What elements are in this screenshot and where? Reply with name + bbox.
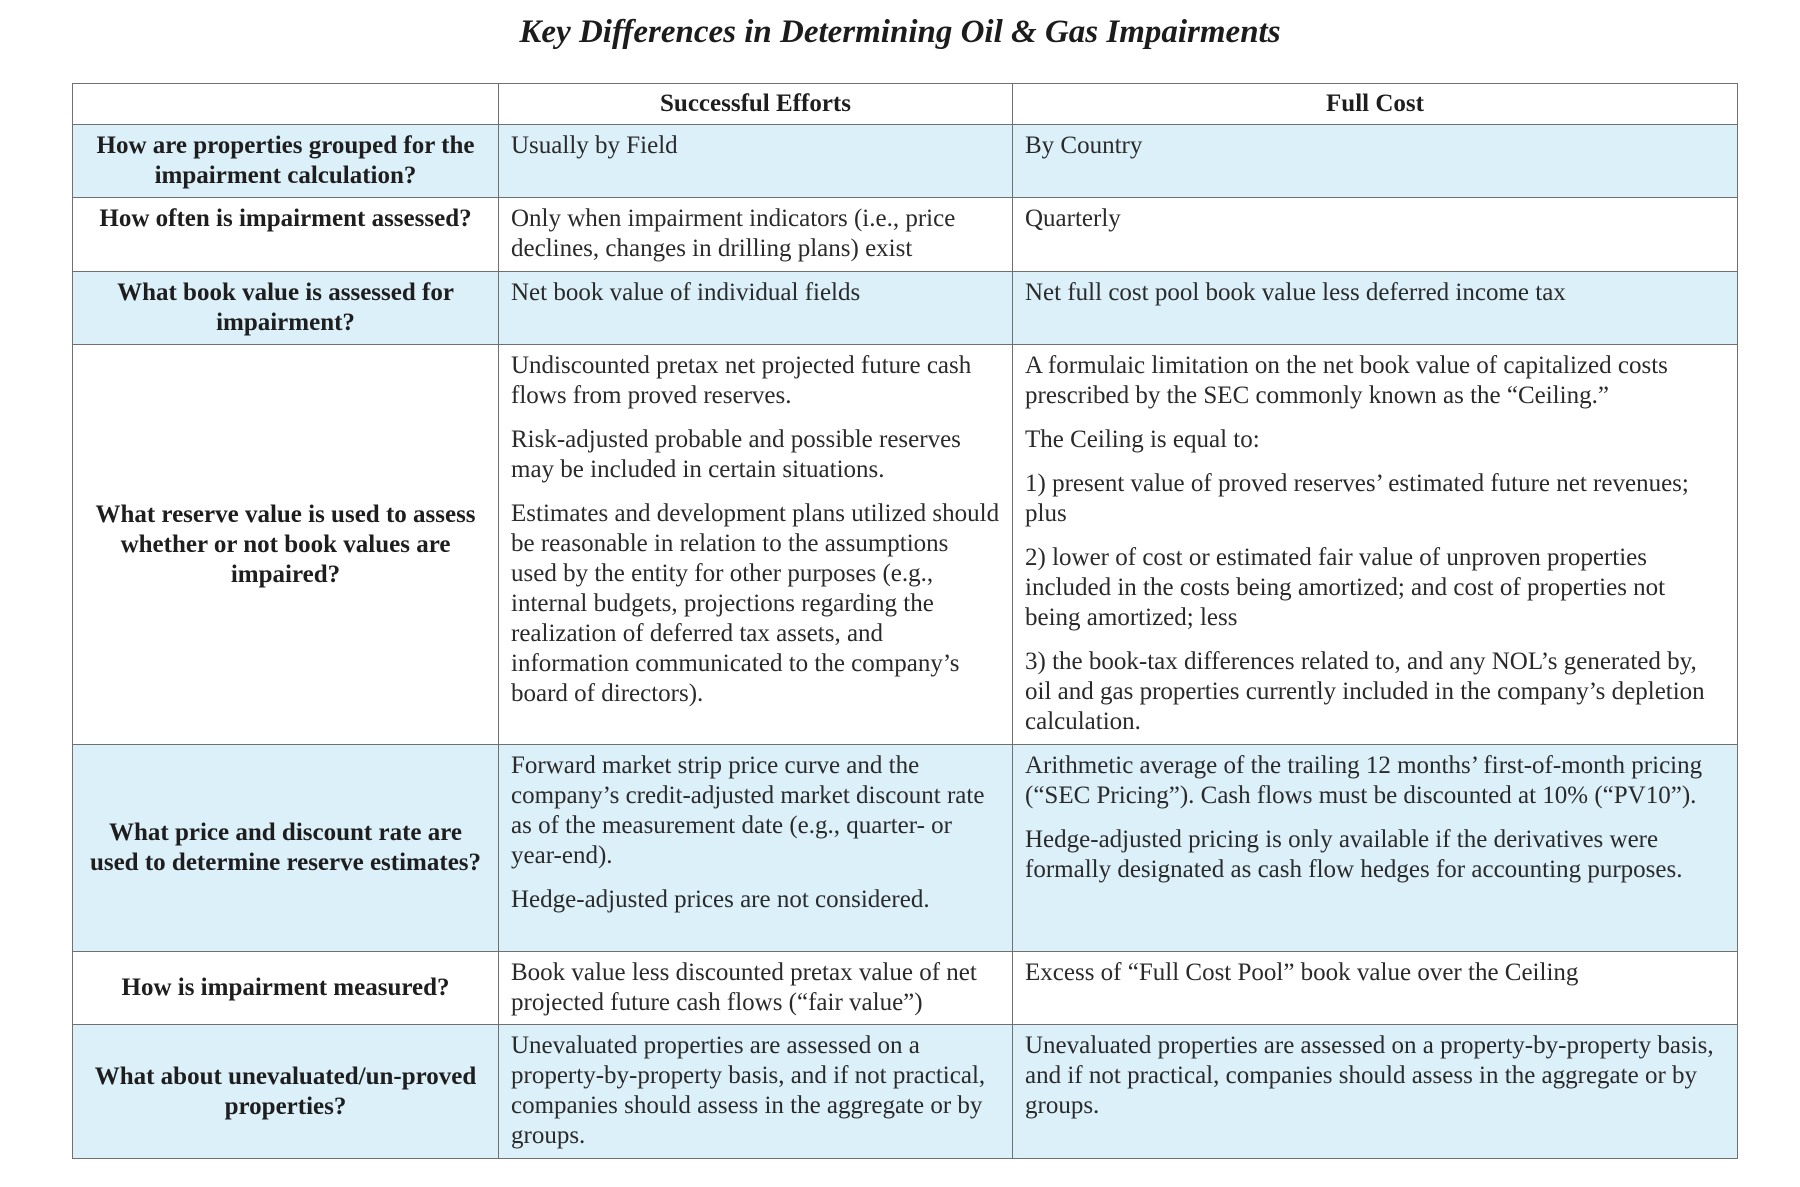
cell-paragraph: Forward market strip price curve and the company’s credit-adjusted market discount rate as of the measurement date (e.g., quarter- or year-end). <box>511 752 985 869</box>
full-cost-cell <box>1013 125 1738 198</box>
cell-paragraph: Usually by Field <box>511 132 678 159</box>
cell-paragraph: Hedge-adjusted pricing is only available if the derivatives were formally designated as cash flow hedges for accounting purposes. <box>1025 826 1683 883</box>
table-row <box>73 125 1738 198</box>
successful-efforts-cell <box>499 198 1013 272</box>
successful-efforts-cell <box>499 125 1013 198</box>
cell-paragraph: Net book value of individual fields <box>511 279 861 306</box>
successful-efforts-cell <box>499 745 1013 952</box>
cell-paragraph: Hedge-adjusted prices are not considered. <box>511 886 930 913</box>
full-cost-cell <box>1013 198 1738 272</box>
cell-paragraph: Only when impairment indicators (i.e., price declines, changes in drilling plans) exist <box>511 205 956 262</box>
row-question: What about unevaluated/un-proved properties? <box>73 1025 499 1159</box>
table-row <box>73 198 1738 272</box>
successful-efforts-cell <box>499 345 1013 745</box>
table-row <box>73 745 1738 952</box>
cell-paragraph: Unevaluated properties are assessed on a property-by-property basis, and if not practical, companies should assess in the aggregate or by groups. <box>511 1032 986 1149</box>
cell-paragraph: Estimates and development plans utilized should be reasonable in relation to the assumptions used by the entity for other purposes (e.g., internal budgets, projections regarding the realization of deferred tax assets, and information communicated to the company’s board of directors). <box>511 500 1000 707</box>
cell-paragraph: Net full cost pool book value less deferred income tax <box>1025 279 1566 306</box>
cell-paragraph: The Ceiling is equal to: <box>1025 426 1260 453</box>
table-row <box>73 952 1738 1025</box>
header-successful-efforts: Successful Efforts <box>499 84 1013 125</box>
full-cost-cell <box>1013 952 1738 1025</box>
row-question: How are properties grouped for the impairment calculation? <box>73 125 499 198</box>
full-cost-cell <box>1013 272 1738 345</box>
table-row <box>73 272 1738 345</box>
document-title: Key Differences in Determining Oil & Gas Impairments <box>519 14 1281 50</box>
row-question: What reserve value is used to assess whether or not book values are impaired? <box>73 345 499 745</box>
header-blank-cell <box>73 84 499 125</box>
successful-efforts-cell <box>499 952 1013 1025</box>
full-cost-cell <box>1013 1025 1738 1159</box>
cell-paragraph: Quarterly <box>1025 205 1121 232</box>
cell-paragraph: Arithmetic average of the trailing 12 months’ first-of-month pricing (“SEC Pricing”). Cash flows must be discounted at 10% (“PV10”). <box>1025 752 1703 809</box>
row-question: What price and discount rate are used to determine reserve estimates? <box>73 745 499 952</box>
cell-paragraph: 2) lower of cost or estimated fair value of unproven properties included in the costs being amortized; and cost of properties not being amortized; less <box>1025 544 1666 631</box>
row-question: How often is impairment assessed? <box>73 198 499 272</box>
header-full-cost: Full Cost <box>1013 84 1738 125</box>
comparison-table <box>72 83 1738 1159</box>
row-question: How is impairment measured? <box>73 952 499 1025</box>
table-header-row <box>73 84 1738 125</box>
table-row <box>73 345 1738 745</box>
cell-paragraph: A formulaic limitation on the net book value of capitalized costs prescribed by the SEC commonly known as the “Ceiling.” <box>1025 352 1668 409</box>
cell-paragraph: Book value less discounted pretax value of net projected future cash flows (“fair value”) <box>511 959 977 1016</box>
successful-efforts-cell <box>499 272 1013 345</box>
cell-paragraph: Risk-adjusted probable and possible reserves may be included in certain situations. <box>511 426 961 483</box>
cell-paragraph: 1) present value of proved reserves’ estimated future net revenues; plus <box>1025 470 1689 527</box>
cell-paragraph: By Country <box>1025 132 1143 159</box>
full-cost-cell <box>1013 745 1738 952</box>
cell-paragraph: Excess of “Full Cost Pool” book value over the Ceiling <box>1025 959 1579 986</box>
table-row <box>73 1025 1738 1159</box>
full-cost-cell <box>1013 345 1738 745</box>
row-question: What book value is assessed for impairment? <box>73 272 499 345</box>
successful-efforts-cell <box>499 1025 1013 1159</box>
cell-paragraph: 3) the book-tax differences related to, and any NOL’s generated by, oil and gas properties currently included in the company’s depletion calculation. <box>1025 648 1705 735</box>
cell-paragraph: Undiscounted pretax net projected future cash flows from proved reserves. <box>511 352 972 409</box>
cell-paragraph: Unevaluated properties are assessed on a property-by-property basis, and if not practical, companies should assess in the aggregate or by groups. <box>1025 1032 1714 1119</box>
